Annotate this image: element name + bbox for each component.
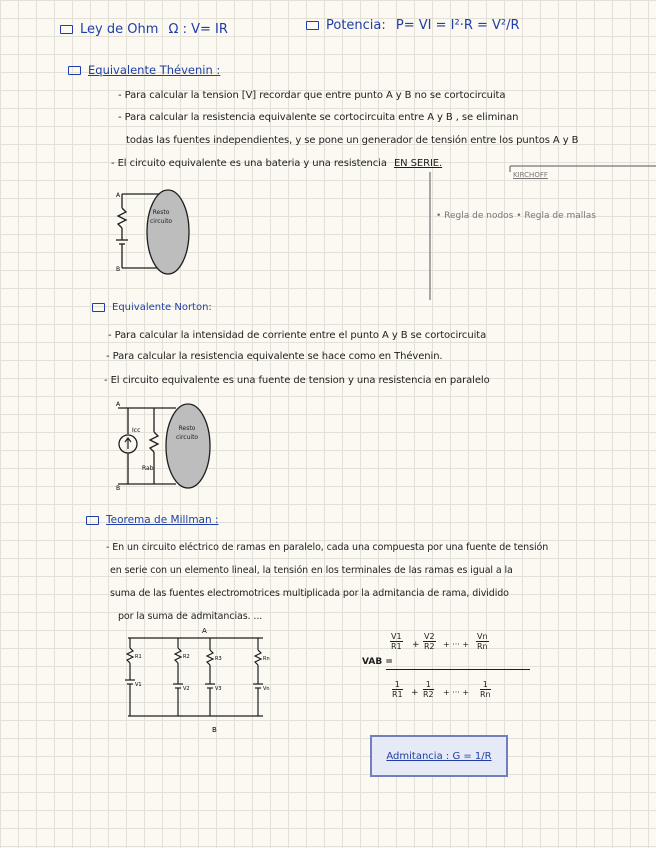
ohm-title: Ley de Ohm xyxy=(80,22,159,37)
ohm-unit: Ω xyxy=(168,22,179,37)
den-frac-1-n: 1 xyxy=(392,680,403,690)
checkbox-icon xyxy=(60,25,73,34)
millman-label-a: A xyxy=(202,627,207,635)
norton-line-3: - El circuito equivalente es una fuente de tension y una resistencia en paralelo xyxy=(104,375,490,386)
norton-title: Equivalente Norton: xyxy=(112,302,212,313)
kirchhoff-frame xyxy=(418,162,656,302)
num-frac-1-d: R1 xyxy=(390,642,402,651)
den-frac-n xyxy=(480,680,491,699)
den-frac-n-d: Rn xyxy=(480,690,491,699)
millman-r2: R2 xyxy=(183,654,190,660)
den-plus-1: + xyxy=(411,688,419,698)
norton-resto-circuito: Resto circuito xyxy=(176,425,199,441)
admitancia-box xyxy=(370,735,508,777)
potencia-title: Potencia: xyxy=(326,18,386,33)
norton-label-icc: Icc xyxy=(132,427,141,434)
thevenin-label-b: B xyxy=(116,266,121,273)
num-frac-1 xyxy=(390,632,403,651)
millman-r1: R1 xyxy=(135,654,142,660)
norton-circuit xyxy=(110,398,214,494)
norton-line-1: - Para calcular la intensidad de corriente entre el punto A y B se cortocircuita xyxy=(108,330,487,341)
thevenin-line-2: - Para calcular la resistencia equivalente se cortocircuita entre A y B , se eliminan xyxy=(118,112,519,123)
num-frac-n-n: Vn xyxy=(477,632,488,641)
ohm-formula: : V= IR xyxy=(182,22,228,37)
num-frac-n-d: Rn xyxy=(476,642,488,651)
den-frac-n-n: 1 xyxy=(480,680,491,690)
den-frac-2-d: R2 xyxy=(423,690,434,699)
millman-title: Teorema de Millman : xyxy=(106,514,219,526)
num-dots: + ··· + xyxy=(443,640,470,649)
num-plus-1: + xyxy=(412,640,420,650)
kirchhoff-title: KIRCHOFF xyxy=(513,171,548,179)
kirchhoff-content: • Regla de nodos • Regla de mallas xyxy=(436,211,596,221)
num-frac-n xyxy=(476,632,489,651)
en-serie-label: EN SERIE. xyxy=(393,158,443,169)
millman-branch-3 xyxy=(205,638,215,716)
num-frac-2-d: R2 xyxy=(423,642,435,651)
millman-line-3: suma de las fuentes electromotrices multiplicada por la admitancia de rama, dividido xyxy=(110,588,509,599)
ohm-heading xyxy=(60,22,228,37)
thevenin-line-1: - Para calcular la tension [V] recordar que entre punto A y B no se cortocircuita xyxy=(118,90,506,101)
millman-line-4: por la suma de admitancias. ... xyxy=(118,611,263,622)
checkbox-icon xyxy=(92,303,105,312)
den-dots: + ··· + xyxy=(443,688,470,697)
den-frac-1-d: R1 xyxy=(392,690,403,699)
den-frac-2 xyxy=(423,680,434,699)
num-frac-2 xyxy=(423,632,436,651)
norton-line-2: - Para calcular la resistencia equivalente se hace como en Thévenin. xyxy=(106,351,443,362)
main-fraction-bar xyxy=(386,669,530,670)
millman-v3: V3 xyxy=(215,686,222,692)
norton-label-a: A xyxy=(116,401,121,408)
checkbox-icon xyxy=(86,516,99,525)
checkbox-icon xyxy=(68,66,81,75)
checkbox-icon xyxy=(306,21,319,30)
millman-branch-2 xyxy=(173,638,183,716)
millman-branch-1 xyxy=(125,638,135,716)
millman-line-1: - En un circuito eléctrico de ramas en paralelo, cada una compuesta por una fuente de tensión xyxy=(106,542,549,553)
thevenin-resto-circuito: Resto circuito xyxy=(150,209,173,225)
den-frac-2-n: 1 xyxy=(423,680,434,690)
thevenin-line-4-text: - El circuito equivalente es una bateria y una resistencia xyxy=(111,158,387,169)
thevenin-heading xyxy=(68,63,220,77)
vab-label: VAB = xyxy=(362,657,393,667)
den-frac-1 xyxy=(392,680,403,699)
norton-label-b: B xyxy=(116,485,121,492)
thevenin-label-a: A xyxy=(116,192,121,199)
millman-v1: V1 xyxy=(135,682,142,688)
millman-label-b: B xyxy=(212,726,217,734)
norton-label-rab: Rab xyxy=(142,465,154,472)
norton-heading xyxy=(92,302,212,313)
thevenin-circuit xyxy=(108,186,193,278)
thevenin-title: Equivalente Thévenin : xyxy=(88,63,221,77)
millman-heading xyxy=(86,514,219,526)
thevenin-line-3: todas las fuentes independientes, y se pone un generador de tensión entre los puntos A y B xyxy=(126,135,579,146)
millman-line-2: en serie con un elemento lineal, la tensión en los terminales de las ramas es igual a la xyxy=(110,565,513,576)
millman-branch-n xyxy=(253,638,263,716)
millman-rn: Rn xyxy=(263,656,270,662)
millman-r3: R3 xyxy=(215,656,222,662)
millman-circuit xyxy=(118,622,278,734)
num-frac-1-n: V1 xyxy=(391,632,402,641)
millman-v2: V2 xyxy=(183,686,190,692)
admitancia-text: Admitancia : G = 1/R xyxy=(386,750,492,762)
num-frac-2-n: V2 xyxy=(424,632,435,641)
millman-vn: Vn xyxy=(263,686,270,692)
potencia-formula: P= VI = I²·R = V²/R xyxy=(395,18,520,33)
thevenin-line-4 xyxy=(111,158,442,169)
potencia-heading xyxy=(306,18,520,33)
